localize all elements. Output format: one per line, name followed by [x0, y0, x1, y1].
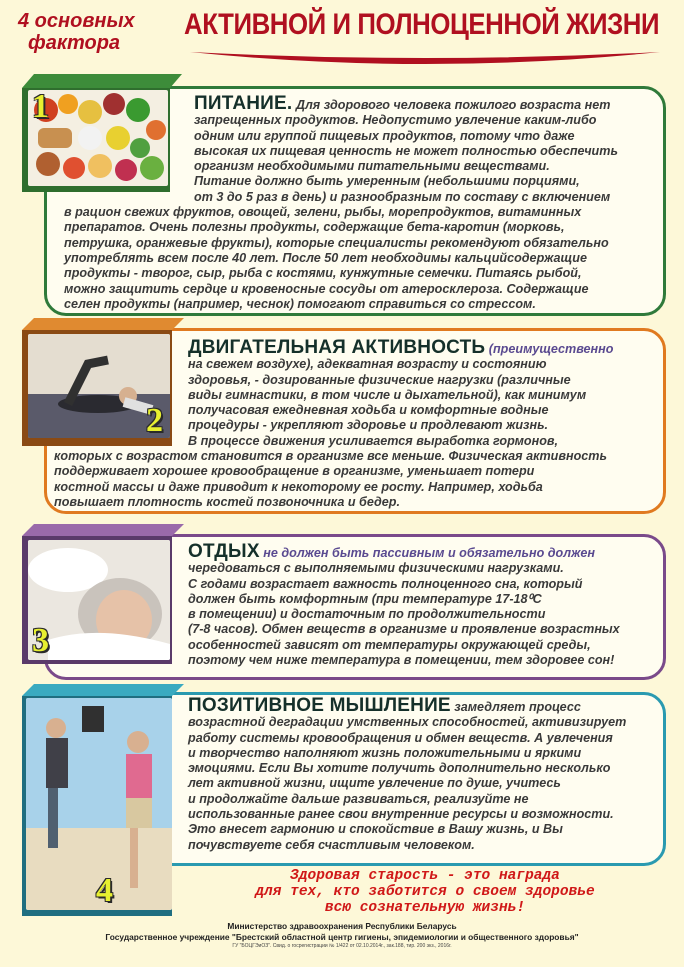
footer-print-info: ГУ "БОЦГЭиОЗ". Свид. о госрегистрации № 1/422 от 02.10.2014г., зак.188, тир. 200 экз., 2016г. — [232, 943, 452, 949]
text-line: петрушка, оранжевые фрукты), которые специалисты рекомендуют обязательно — [64, 235, 609, 250]
page-title: АКТИВНОЙ И ПОЛНОЦЕННОЙ ЖИЗНИ — [184, 8, 660, 41]
text-line: работу системы кровообращения и обмен веществ. А увлечения — [188, 730, 613, 745]
text-line: и творчество наполняют жизнь положительными и яркими — [188, 745, 582, 760]
text-line: особенностей зависят от температуры окружающей среды, — [188, 637, 591, 652]
section-number-1: 1 — [32, 88, 49, 125]
section-text-rest — [54, 541, 654, 668]
text-line: которых с возрастом становится в организме все меньше. Физическая активность — [54, 449, 607, 464]
section-heading-thinking: ПОЗИТИВНОЕ МЫШЛЕНИЕ — [188, 695, 451, 716]
text-line: Питание должно быть умеренным (небольшими порциями, — [194, 174, 580, 189]
footer-institution: Государственное учреждение "Брестский областной центр гигиены, эпидемиологии и общественного здоровья" — [105, 932, 579, 942]
text-line: эмоциями. Если Вы хотите получить дополнительно несколько — [188, 761, 611, 776]
text-line: (7-8 часов). Обмен веществ в организме и проявление возрастных — [188, 622, 620, 637]
header-swoosh-decoration — [190, 50, 660, 72]
slogan-line3: всю сознательную жизнь! — [324, 900, 526, 916]
text-line: должен быть комфортным (при температуре 17-18⁰С — [188, 591, 542, 606]
text-line: от 3 до 5 раз в день) и разнообразным по составу с включением — [194, 189, 611, 204]
text-line: получасовая ежедневная ходьба и комфортные водные — [188, 403, 549, 418]
text-line: продукты - творог, сыр, рыба с костями, кунжутные семечки. Питаясь рыбой, — [64, 266, 582, 281]
header-subtitle — [18, 10, 178, 54]
text-line: возрастной деградации умственных способностей, активизирует — [188, 715, 627, 730]
section-number-4: 4 — [96, 872, 113, 909]
text-line: поддерживает хорошее кровообращение в организме, уменьшает потери — [54, 464, 535, 479]
text-line: селен продукты (например, чеснок) помогают справиться со стрессом. — [64, 296, 536, 311]
slogan-line1: Здоровая старость - это награда — [290, 868, 560, 884]
section-number-2: 2 — [146, 402, 163, 439]
text-line: лет активной жизни, ищите увлечение по душе, учитесь — [188, 776, 561, 791]
text-line: (преимущественно — [485, 342, 614, 356]
text-line: запрещенных продуктов. Недопустимо увлечение каким-либо — [194, 113, 597, 128]
text-line: на свежем воздухе), адекватная возрасту и состоянию — [188, 357, 547, 372]
text-line: виды гимнастики, в том числе и дыхательной), как минимум — [188, 387, 587, 402]
text-line: препаратов. Очень полезны продукты, содержащие бета-каротин (морковь, — [64, 220, 565, 235]
text-line: употреблять всем после 40 лет. После 50 лет необходимы кальцийсодержащие — [64, 250, 587, 265]
text-line: одним или группой пищевых продуктов, потому что даже — [194, 128, 575, 143]
text-line: замедляет процесс — [450, 700, 581, 714]
section-text-activity — [54, 337, 654, 510]
text-line: костной массы и даже приводит к некоторому ее росту. Например, ходьба — [54, 479, 543, 494]
section-heading-activity: ДВИГАТЕЛЬНАЯ АКТИВНОСТЬ — [188, 337, 486, 358]
text-line: и продолжайте дальше развиваться, реализуйте не — [188, 791, 529, 806]
text-line: не должен быть пассивным и обязательно должен — [259, 546, 595, 560]
header-subtitle-line2: фактора — [28, 32, 121, 54]
text-line: организм необходимыми питательными веществами. — [194, 159, 550, 174]
text-line: Для здорового человека пожилого возраста нет — [292, 98, 611, 112]
section-text-thinking — [54, 695, 654, 853]
section-heading-rest: ОТДЫХ — [188, 541, 260, 562]
section-heading-nutrition: ПИТАНИЕ. — [194, 93, 293, 114]
slogan-line2: для тех, кто заботится о своем здоровье — [255, 884, 595, 900]
text-line: здоровья, - дозированные физические нагрузки (различные — [188, 372, 571, 387]
text-line: С годами возрастает важность полноценного сна, который — [188, 576, 583, 591]
text-line: В процессе движения усиливается выработка гормонов, — [188, 433, 559, 448]
slogan — [190, 868, 660, 916]
text-line: процедуры - укрепляют здоровье и продлевают жизнь. — [188, 418, 549, 433]
text-line: поэтому чем ниже температура в помещении, тем здоровее сон! — [188, 653, 615, 668]
header-subtitle-line1: 4 основных — [18, 10, 135, 32]
text-line: Это внесет гармонию и спокойствие в Вашу жизнь, и Вы — [188, 822, 563, 837]
text-line: использованные ранее свои внутренние ресурсы и возможности. — [188, 807, 614, 822]
section-number-3: 3 — [32, 622, 49, 659]
text-line: почувствуете себя счастливым человеком. — [188, 837, 475, 852]
text-line: чередоваться с выполняемыми физическими нагрузками. — [188, 561, 564, 576]
text-line: повышает плотность костей позвоночника и бедер. — [54, 494, 400, 509]
text-line: можно защитить сердце и кровеносные сосуды от атеросклероза. Содержащие — [64, 281, 589, 296]
text-line: в рацион свежих фруктов, овощей, зелени, рыбы, морепродуктов, витаминных — [64, 205, 582, 220]
footer-ministry: Министерство здравоохранения Республики Беларусь — [227, 921, 457, 931]
section-text-nutrition — [64, 93, 660, 312]
text-line: высокая их пищевая ценность не может полностью обеспечить — [194, 143, 618, 158]
text-line: в помещении) и достаточным по продолжительности — [188, 607, 546, 622]
